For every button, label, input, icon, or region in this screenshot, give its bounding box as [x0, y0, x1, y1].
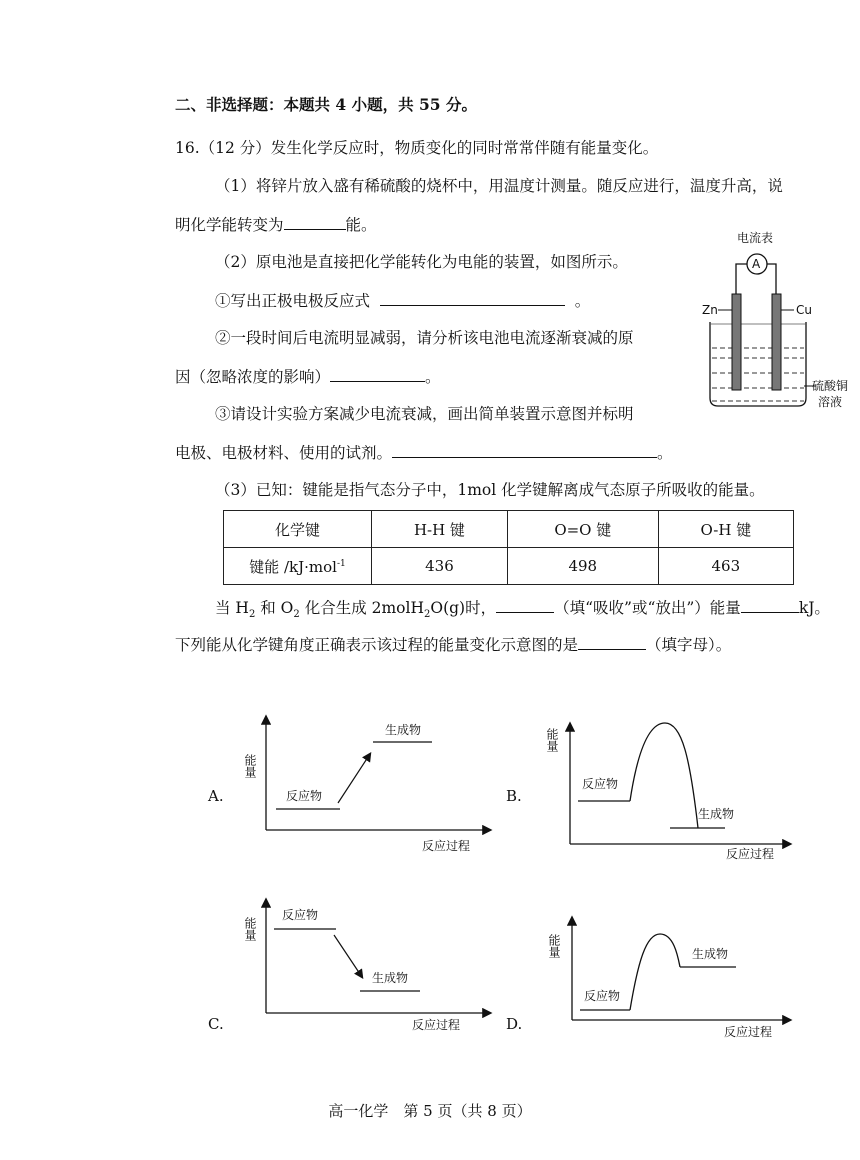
wire-right [767, 264, 776, 294]
table-cell: 436 [372, 548, 508, 585]
table-header-row [224, 511, 794, 548]
text-seg: 和 O [255, 599, 294, 617]
answer-blank-diagram-choice[interactable] [578, 634, 646, 650]
table-header: 化学键 [224, 511, 372, 548]
q16-part2-2-text: 因（忽略浓度的影响） [175, 368, 331, 386]
q16-part2-1-text: ①写出正极电极反应式 [215, 292, 371, 310]
option-d-diagram [540, 912, 800, 1042]
transition-arrow [338, 754, 370, 803]
bond-energy-table [223, 510, 794, 585]
q16-part2-3-text: 电极、电极材料、使用的试剂。 [175, 444, 393, 462]
ammeter-symbol: A [752, 257, 761, 271]
reactant-label: 反应物 [282, 908, 319, 922]
q16-part1-suffix: 能。 [345, 216, 377, 234]
q16-part2-1 [215, 290, 590, 311]
x-axis-label: 反应过程 [422, 839, 471, 853]
table-header: H-H 键 [372, 511, 508, 548]
text-seg: （填“吸收”或“放出”）能量 [554, 599, 741, 617]
energy-curve [630, 723, 698, 828]
product-label: 生成物 [698, 807, 735, 821]
transition-arrow [334, 935, 362, 977]
reactant-label: 反应物 [584, 989, 621, 1003]
reactant-label: 反应物 [582, 777, 619, 791]
solution-label-1: 硫酸铜 [812, 379, 849, 393]
page-footer: 高一化学 第 5 页（共 8 页） [328, 1102, 532, 1120]
option-b-letter: B. [506, 787, 522, 805]
q16-part3-line3 [175, 634, 731, 655]
text-seg: kJ。 [798, 599, 830, 617]
subscript: 2 [248, 609, 256, 621]
galvanic-cell-figure [690, 228, 849, 418]
x-axis-label: 反应过程 [726, 847, 775, 861]
q16-part2-3-line2 [175, 442, 673, 463]
product-label: 生成物 [692, 947, 729, 961]
q16-part3-intro: （3）已知：键能是指气态分子中，1mol 化学键解离成气态原子所吸收的能量。 [215, 481, 765, 499]
q16-part1-text: 明化学能转变为 [175, 216, 284, 234]
answer-blank-absorb-release[interactable] [496, 597, 554, 613]
subscript: 2 [293, 609, 300, 621]
q16-stem: 16.（12 分）发生化学反应时，物质变化的同时常常伴随有能量变化。 [175, 139, 659, 157]
answer-blank-positive-electrode[interactable] [380, 290, 565, 306]
zinc-electrode [732, 294, 741, 390]
q16-part2-intro: （2）原电池是直接把化学能转化为电能的装置，如图所示。 [215, 253, 628, 271]
text-seg: 当 H [215, 599, 249, 617]
option-a-letter: A. [208, 787, 224, 805]
option-c-letter: C. [208, 1015, 224, 1033]
q16-part2-2-line2 [175, 366, 441, 387]
y-axis-label: 能量 [545, 728, 559, 752]
table-header: O=O 键 [507, 511, 658, 548]
beaker [710, 322, 806, 406]
zn-label: Zn [702, 303, 718, 317]
q16-part2-1-period: 。 [574, 292, 591, 310]
copper-electrode [772, 294, 781, 390]
table-row [224, 548, 794, 585]
answer-blank-energy-value[interactable] [741, 597, 799, 613]
product-label: 生成物 [372, 971, 409, 985]
q16-part2-2-line1: ②一段时间后电流明显减弱，请分析该电池电流逐渐衰减的原 [215, 329, 634, 347]
option-b-diagram [540, 718, 800, 868]
q16-part1-line1: （1）将锌片放入盛有稀硫酸的烧杯中，用温度计测量。随反应进行，温度升高，说 [215, 177, 783, 195]
energy-curve [630, 934, 680, 1010]
row-label-unit-exponent: -1 [336, 558, 346, 569]
wire-left [736, 264, 747, 294]
subscript: 2 [424, 609, 431, 621]
row-label-text: 键能 /kJ·mol [249, 557, 337, 576]
text-seg: 化合生成 2molH [299, 599, 424, 617]
x-axis-label: 反应过程 [412, 1018, 461, 1032]
option-c-diagram [240, 895, 500, 1045]
y-axis-label: 能量 [547, 934, 561, 958]
table-header: O-H 键 [658, 511, 793, 548]
table-cell: 463 [658, 548, 793, 585]
y-axis-label: 能量 [243, 917, 257, 941]
option-d-letter: D. [506, 1015, 523, 1033]
cu-label: Cu [796, 303, 812, 317]
solution-liquid [712, 348, 804, 401]
answer-blank-energy-form[interactable] [284, 214, 346, 230]
y-axis-label: 能量 [243, 754, 257, 778]
product-label: 生成物 [385, 723, 422, 737]
q16-part2-2-period: 。 [425, 368, 441, 386]
x-axis-label: 反应过程 [724, 1025, 773, 1039]
answer-blank-experiment-design[interactable] [392, 442, 657, 458]
q16-part3-line2 [215, 597, 830, 625]
section-title: 二、非选择题：本题共 4 小题，共 55 分。 [175, 95, 477, 114]
solution-label-2: 溶液 [818, 395, 843, 409]
q16-part2-3-period: 。 [657, 444, 673, 462]
reactant-label: 反应物 [286, 789, 323, 803]
text-seg: 下列能从化学键角度正确表示该过程的能量变化示意图的是 [175, 636, 579, 654]
text-seg: （填字母）。 [646, 636, 732, 654]
q16-part1-line2 [175, 214, 377, 235]
ammeter-label: 电流表 [737, 231, 774, 245]
table-cell: 498 [507, 548, 658, 585]
table-row-label [224, 548, 372, 585]
option-a-diagram [240, 712, 500, 862]
q16-part2-3-line1: ③请设计实验方案减少电流衰减，画出简单装置示意图并标明 [215, 405, 634, 423]
text-seg: O(g)时， [430, 599, 497, 617]
answer-blank-current-decay[interactable] [330, 366, 425, 382]
